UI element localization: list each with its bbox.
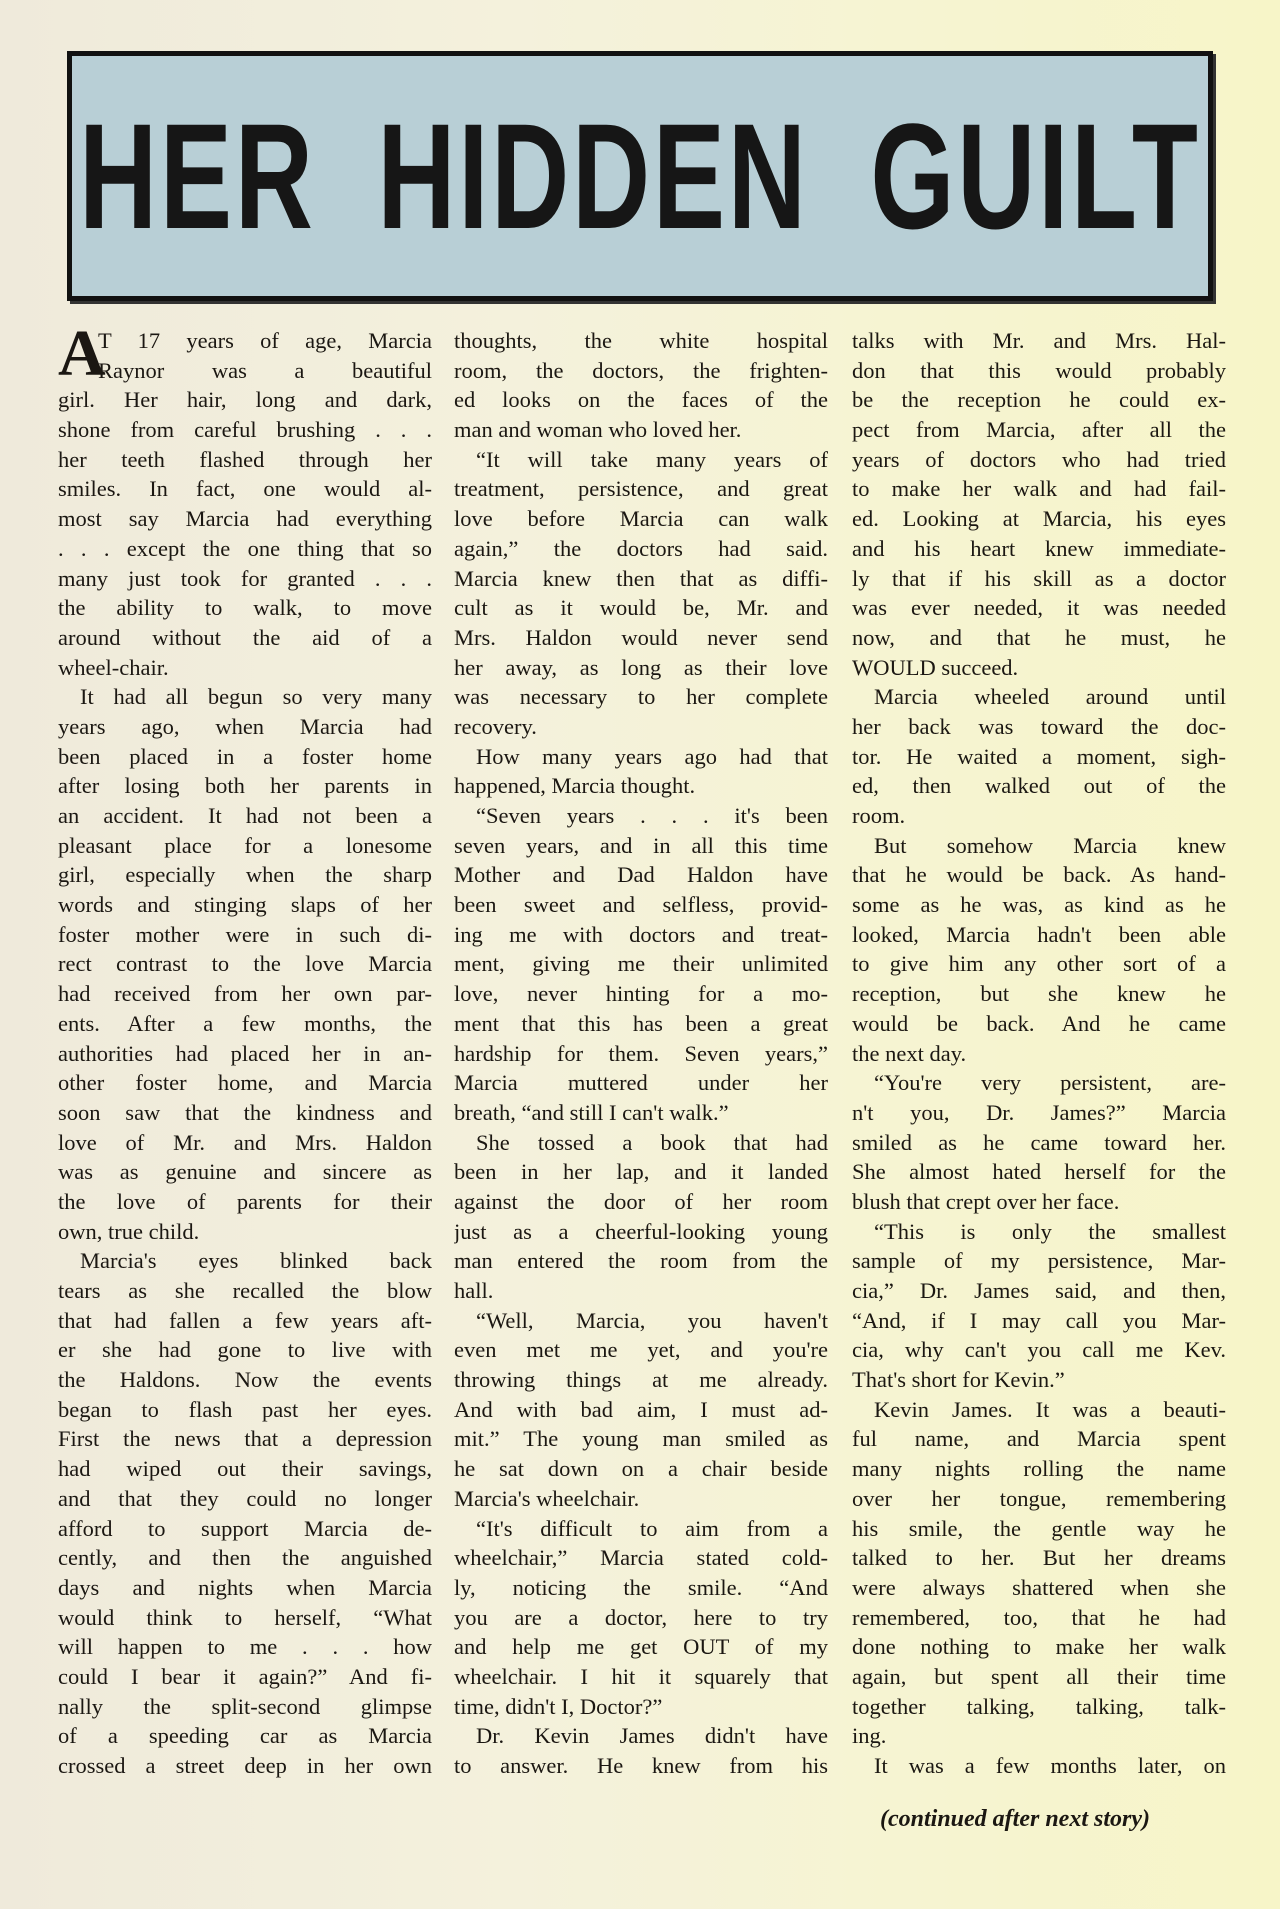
text-line: talks with Mr. and Mrs. Hal- [852,328,1226,353]
text-line: cia,” Dr. James said, and then, [852,1278,1226,1303]
text-line: “It's difficult to aim from a [476,1515,828,1541]
text-line: were always shattered when she [852,1574,1226,1600]
text-line: reception, but she knew he [852,981,1226,1007]
text-line: ents. After a few months, the [58,1010,432,1036]
text-line: smiled as he came toward her. [852,1129,1226,1155]
text-line: T 17 years of age, Marcia [98,328,432,353]
text-line: tears as she recalled the blow [58,1278,432,1303]
text-line: Kevin James. It was a beauti- [874,1396,1226,1422]
text-line: together talking, talking, talk- [852,1693,1226,1719]
text-line: you are a doctor, here to try [454,1604,828,1630]
text-line: some as he was, as kind as he [852,892,1226,918]
text-line: that he would be back. As hand- [852,862,1226,888]
text-line: years ago, when Marcia had [58,713,432,739]
text-line: ed, then walked out of the [852,773,1226,799]
text-line: breath, “and still I can't walk.” [454,1099,729,1125]
text-line: n't you, Dr. James?” Marcia [852,1099,1226,1125]
text-line: Dr. Kevin James didn't have [476,1723,828,1749]
text-line: girl. Her hair, long and dark, [58,387,432,413]
text-line: room, the doctors, the frighten- [454,357,828,383]
text-line: own, true child. [58,1218,200,1244]
text-line: looked, Marcia hadn't been able [852,921,1226,947]
text-line: And with bad aim, I must ad- [454,1396,828,1422]
text-line: done nothing to make her walk [852,1634,1226,1660]
text-line: Mrs. Haldon would never send [454,624,828,650]
text-line: Mother and Dad Haldon have [454,862,828,888]
text-line: that had fallen a few years aft- [58,1307,432,1333]
text-line: “Well, Marcia, you haven't [476,1307,828,1333]
text-line: blush that crept over her face. [852,1188,1120,1214]
text-line: against the door of her room [454,1188,828,1214]
text-line: around without the aid of a [58,624,432,650]
text-line: now, and that he must, he [852,624,1226,650]
text-line: pect from Marcia, after all the [852,417,1226,443]
text-line: girl, especially when the sharp [58,862,432,888]
text-line: treatment, persistence, and great [454,476,828,502]
text-line: But somehow Marcia knew [874,832,1226,858]
text-line: again,” the doctors had said. [454,535,828,561]
text-line: don that this would probably [852,357,1226,383]
text-line: most say Marcia had everything [58,506,432,532]
text-line: Marcia muttered under her [454,1070,828,1096]
text-line: would be back. And he came [852,1010,1226,1036]
text-line: ly, noticing the smile. “And [454,1574,828,1600]
text-line: the Haldons. Now the events [58,1367,432,1393]
text-line: “It will take many years of [476,446,828,472]
text-line: over her tongue, remembering [852,1485,1226,1511]
text-line: crossed a street deep in her own [58,1753,432,1778]
text-line: been sweet and selfless, provid- [454,892,828,918]
text-line: ly that if his skill as a doctor [852,565,1226,591]
text-line: be the reception he could ex- [852,387,1226,413]
text-line: mit.” The young man smiled as [454,1426,828,1452]
text-line: ment that this has been a great [454,1010,828,1036]
text-line: years of doctors who had tried [852,446,1226,472]
text-line: wheelchair,” Marcia stated cold- [454,1545,828,1571]
text-line: to give him any other sort of a [852,951,1226,977]
text-line: love, never hinting for a mo- [454,981,828,1007]
text-line: man and woman who loved her. [454,417,742,443]
text-line: ful name, and Marcia spent [852,1426,1226,1452]
text-line: days and nights when Marcia [58,1574,432,1600]
text-line: thoughts, the white hospital [454,328,828,353]
text-line: “And, if I may call you Mar- [852,1307,1226,1333]
text-line: been placed in a foster home [58,743,432,769]
text-line: had wiped out their savings, [58,1456,432,1482]
text-line: many nights rolling the name [852,1456,1226,1482]
text-line: had received from her own par- [58,981,432,1007]
text-line: was necessary to her complete [454,684,828,710]
text-line: and help me get OUT of my [454,1634,828,1660]
text-line: authorities had placed her in an- [58,1040,432,1066]
text-line: will happen to me . . . how [58,1634,432,1660]
text-line: Marcia's eyes blinked back [80,1248,432,1274]
text-line: Marcia's wheelchair. [454,1485,640,1511]
text-line: seven years, and in all this time [454,832,828,858]
text-line: words and stinging slaps of her [58,892,432,918]
text-line: Marcia wheeled around until [874,684,1226,710]
text-line: nally the split-second glimpse [58,1693,432,1719]
text-line: “This is only the smallest [874,1218,1226,1244]
text-line: shone from careful brushing . . . [58,417,432,443]
text-line: and that they could no longer [58,1485,432,1511]
text-line: “Seven years . . . it's been [476,803,828,828]
text-line: WOULD succeed. [852,654,1019,680]
text-line: hardship for them. Seven years,” [454,1040,828,1066]
text-line: even met me yet, and you're [454,1337,828,1363]
text-line: and his heart knew immediate- [852,535,1226,561]
text-line: the love of parents for their [58,1188,432,1214]
text-line: ment, giving me their unlimited [454,951,828,977]
text-line: was ever needed, it was needed [852,595,1226,621]
text-line: began to flash past her eyes. [58,1396,432,1422]
text-line: was as genuine and sincere as [58,1159,432,1185]
text-line: foster mother were in such di- [58,921,432,947]
story-title: HER HIDDEN GUILT [79,92,1201,260]
text-line: soon saw that the kindness and [58,1099,432,1125]
text-line: could I bear it again?” And fi- [58,1663,432,1689]
text-line: cia, why can't you call me Kev. [852,1337,1226,1363]
text-line: would think to herself, “What [58,1604,432,1630]
text-line: his smile, the gentle way he [852,1515,1226,1541]
text-line: room. [852,803,906,828]
text-line: to answer. He knew from his [454,1753,828,1778]
text-line: . . . except the one thing that so [58,535,432,561]
text-column-3 [852,326,1226,1781]
text-line: pleasant place for a lonesome [58,832,432,858]
text-line: time, didn't I, Doctor?” [454,1693,663,1719]
text-column-1 [58,317,432,1781]
text-line: recovery. [454,713,537,739]
text-line: again, but spent all their time [852,1663,1226,1689]
text-line: She tossed a book that had [476,1129,828,1155]
text-line: afford to support Marcia de- [58,1515,432,1541]
text-line: First the news that a depression [58,1426,432,1452]
text-line: er she had gone to live with [58,1337,432,1363]
text-line: talked to her. But her dreams [852,1545,1226,1571]
text-line: other foster home, and Marcia [58,1070,432,1096]
text-line: of a speeding car as Marcia [58,1723,432,1749]
text-line: her away, as long as their love [454,654,828,680]
text-line: Marcia knew then that as diffi- [454,565,828,591]
text-line: “You're very persistent, are- [874,1070,1226,1096]
text-line: remembered, too, that he had [852,1604,1226,1630]
text-line: cult as it would be, Mr. and [454,595,828,621]
title-banner [67,51,1213,301]
text-line: That's short for Kevin.” [852,1367,1065,1393]
text-line: tor. He waited a moment, sigh- [852,743,1226,769]
text-line: many just took for granted . . . [58,565,432,591]
text-line: It had all begun so very many [80,684,432,710]
text-line: How many years ago had that [476,743,828,769]
text-line: happened, Marcia thought. [454,773,696,799]
text-line: ing. [852,1723,887,1749]
text-line: just as a cheerful-looking young [454,1218,828,1244]
text-line: her teeth flashed through her [58,446,432,472]
text-column-2 [454,326,828,1781]
text-line: the next day. [852,1040,967,1066]
text-line: ed. Looking at Marcia, his eyes [852,506,1226,532]
text-line: wheelchair. I hit it squarely that [454,1663,828,1689]
text-line: Raynor was a beautiful [98,357,432,383]
text-line: sample of my persistence, Mar- [852,1248,1226,1274]
text-line: She almost hated herself for the [852,1159,1226,1185]
text-line: rect contrast to the love Marcia [58,951,432,977]
text-line: smiles. In fact, one would al- [58,476,432,502]
text-line: the ability to walk, to move [58,595,432,621]
text-line: been in her lap, and it landed [454,1159,828,1185]
text-line: ed looks on the faces of the [454,387,828,413]
continued-note: (continued after next story) [880,1806,1150,1832]
text-line: he sat down on a chair beside [454,1456,828,1482]
text-line: It was a few months later, on [874,1753,1226,1778]
text-line: wheel-chair. [58,654,169,680]
drop-cap: A [58,317,106,390]
text-line: her back was toward the doc- [852,713,1226,739]
text-line: throwing things at me already. [454,1367,828,1393]
text-line: love before Marcia can walk [454,506,828,532]
text-line: hall. [454,1278,494,1303]
text-line: man entered the room from the [454,1248,828,1274]
text-line: love of Mr. and Mrs. Haldon [58,1129,432,1155]
text-line: ing me with doctors and treat- [454,921,828,947]
text-line: cently, and then the anguished [58,1545,432,1571]
text-line: an accident. It had not been a [58,803,432,828]
text-line: to make her walk and had fail- [852,476,1226,502]
text-line: after losing both her parents in [58,773,432,799]
